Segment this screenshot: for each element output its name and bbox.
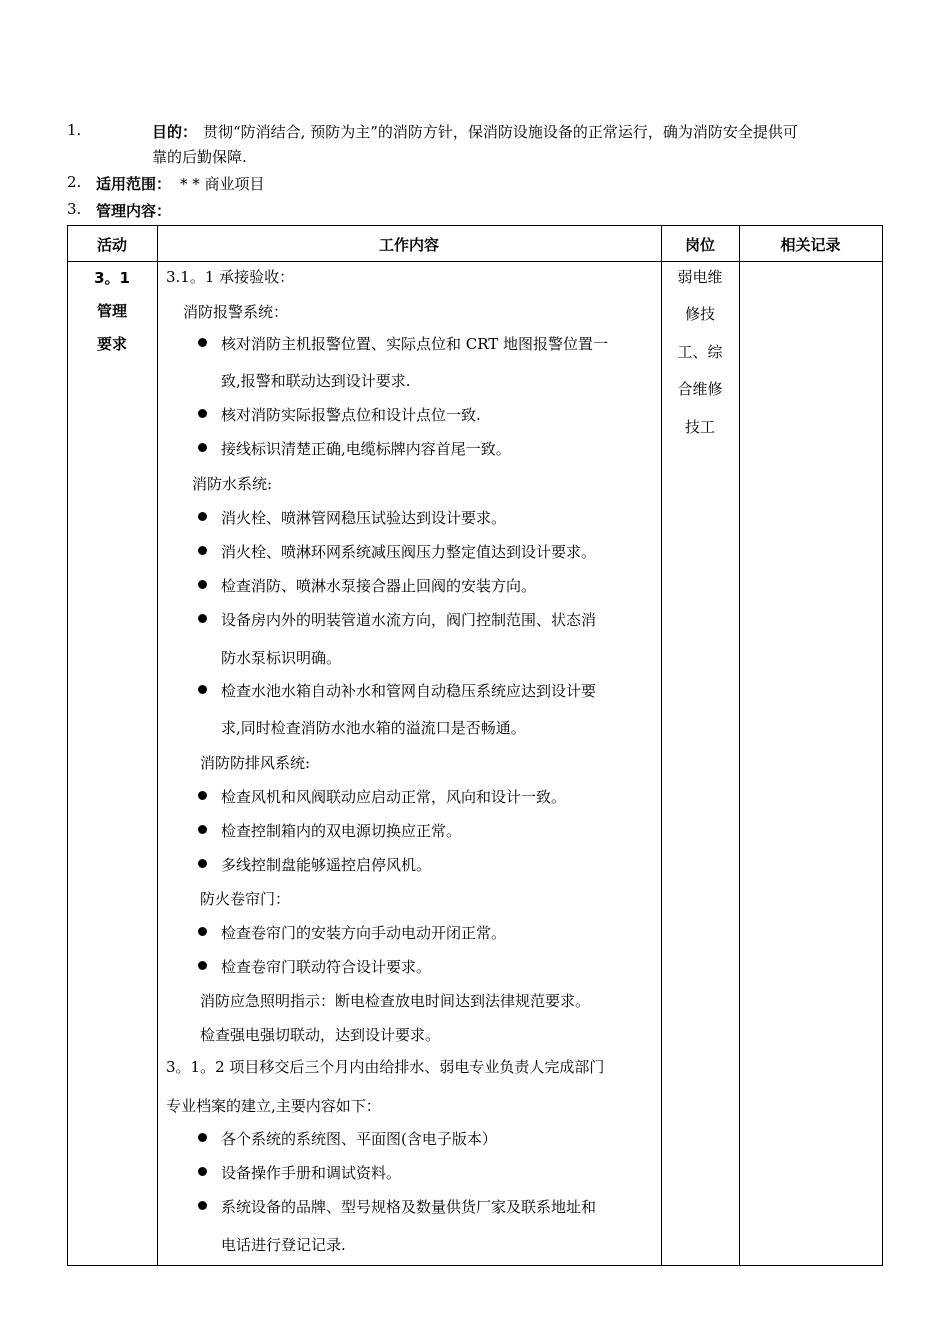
bullet-icon bbox=[198, 825, 207, 834]
item2-number: 2. bbox=[67, 173, 82, 191]
post-line-1: 弱电维 bbox=[677, 268, 723, 286]
bullet-icon bbox=[198, 927, 207, 936]
bullet-icon bbox=[198, 443, 207, 452]
bullet-item: 检查风机和风阀联动应启动正常，风向和设计一致。 bbox=[221, 788, 567, 806]
table-border-right bbox=[882, 225, 883, 1266]
bullet-icon bbox=[198, 1201, 207, 1210]
table-border-top bbox=[67, 225, 883, 226]
bullet-item: 检查水池水箱自动补水和管网自动稳压系统应达到设计要 bbox=[221, 682, 597, 700]
bullet-item: 检查控制箱内的双电源切换应正常。 bbox=[221, 822, 462, 840]
header-work-content: 工作内容 bbox=[378, 236, 439, 254]
bullet-icon bbox=[198, 685, 207, 694]
heading-fire-alarm: 消防报警系统： bbox=[183, 303, 289, 321]
bullet-item: 检查消防、喷淋水泵接合器止回阀的安装方向。 bbox=[221, 577, 537, 595]
bullet-item: 系统设备的品牌、型号规格及数量供货厂家及联系地址和 bbox=[221, 1198, 597, 1216]
paragraph-emergency-lighting: 消防应急照明指示：断电检查放电时间达到法律规范要求。 bbox=[200, 992, 591, 1010]
heading-fire-shutter: 防火卷帘门： bbox=[200, 890, 291, 908]
bullet-icon bbox=[198, 580, 207, 589]
bullet-icon bbox=[198, 512, 207, 521]
bullet-item: 消火栓、喷淋环网系统减压阀压力整定值达到设计要求。 bbox=[221, 543, 597, 561]
activity-label-1: 管理 bbox=[96, 302, 127, 320]
bullet-item: 设备房内外的明装管道水流方向，阀门控制范围、状态消 bbox=[221, 611, 597, 629]
post-line-3: 工、综 bbox=[677, 343, 723, 361]
bullet-icon bbox=[198, 1133, 207, 1142]
section-3-1-1: 3.1。1 承接验收： bbox=[166, 268, 295, 286]
bullet-item: 各个系统的系统图、平面图(含电子版本） bbox=[221, 1130, 497, 1148]
item3-number: 3. bbox=[67, 200, 82, 218]
bullet-item: 消火栓、喷淋管网稳压试验达到设计要求。 bbox=[221, 509, 507, 527]
table-border-left bbox=[67, 225, 68, 1266]
bullet-icon bbox=[198, 791, 207, 800]
item1-label: 目的： bbox=[152, 123, 198, 141]
table-col-divider-3 bbox=[739, 225, 740, 1266]
item2-text: * * 商业项目 bbox=[180, 175, 265, 193]
bullet-item: 接线标识清楚正确,电缆标牌内容首尾一致。 bbox=[221, 440, 511, 458]
activity-number: 3。1 bbox=[94, 269, 130, 287]
bullet-item-cont: 电话进行登记记录. bbox=[221, 1236, 346, 1254]
post-line-5: 技工 bbox=[684, 418, 715, 436]
table-border-bottom bbox=[67, 1265, 883, 1266]
activity-label-2: 要求 bbox=[96, 335, 127, 353]
section-3-1-2-cont: 专业档案的建立,主要内容如下： bbox=[166, 1097, 381, 1115]
bullet-icon bbox=[198, 546, 207, 555]
header-post: 岗位 bbox=[684, 236, 715, 254]
heading-fire-water: 消防水系统: bbox=[192, 475, 273, 493]
bullet-icon bbox=[198, 409, 207, 418]
table-header-divider bbox=[67, 261, 883, 262]
section-3-1-2: 3。1。2 项目移交后三个月内由给排水、弱电专业负责人完成部门 bbox=[166, 1058, 605, 1076]
paragraph-power-cutoff: 检查强电强切联动，达到设计要求。 bbox=[200, 1026, 441, 1044]
bullet-icon bbox=[198, 859, 207, 868]
item1-text-cont: 靠的后勤保障. bbox=[152, 148, 247, 166]
bullet-item: 检查卷帘门联动符合设计要求。 bbox=[221, 958, 432, 976]
bullet-item: 检查卷帘门的安装方向手动电动开闭正常。 bbox=[221, 924, 507, 942]
bullet-item: 核对消防主机报警位置、实际点位和 CRT 地图报警位置一 bbox=[221, 335, 609, 353]
bullet-icon bbox=[198, 614, 207, 623]
item3-label: 管理内容： bbox=[96, 202, 172, 220]
bullet-item-cont: 防水泵标识明确。 bbox=[221, 649, 342, 667]
bullet-item: 多线控制盘能够遥控启停风机。 bbox=[221, 856, 432, 874]
bullet-icon bbox=[198, 961, 207, 970]
bullet-item: 核对消防实际报警点位和设计点位一致. bbox=[221, 406, 481, 424]
bullet-icon bbox=[198, 1167, 207, 1176]
header-records: 相关记录 bbox=[780, 236, 841, 254]
table-col-divider-1 bbox=[157, 225, 158, 1266]
header-activity: 活动 bbox=[96, 236, 127, 254]
bullet-item-cont: 致,报警和联动达到设计要求. bbox=[221, 372, 411, 390]
item2-label: 适用范围： bbox=[96, 175, 172, 193]
item1-text: 贯彻“防消结合, 预防为主”的消防方针，保消防设施设备的正常运行，确为消防安全提供可 bbox=[203, 123, 798, 141]
post-line-4: 合维修 bbox=[677, 380, 723, 398]
heading-smoke-exhaust: 消防防排风系统: bbox=[200, 754, 311, 772]
post-line-2: 修技 bbox=[684, 305, 715, 323]
bullet-item: 设备操作手册和调试资料。 bbox=[221, 1164, 402, 1182]
item1-number: 1. bbox=[67, 121, 82, 139]
bullet-item-cont: 求,同时检查消防水池水箱的溢流口是否畅通。 bbox=[221, 719, 526, 737]
bullet-icon bbox=[198, 338, 207, 347]
